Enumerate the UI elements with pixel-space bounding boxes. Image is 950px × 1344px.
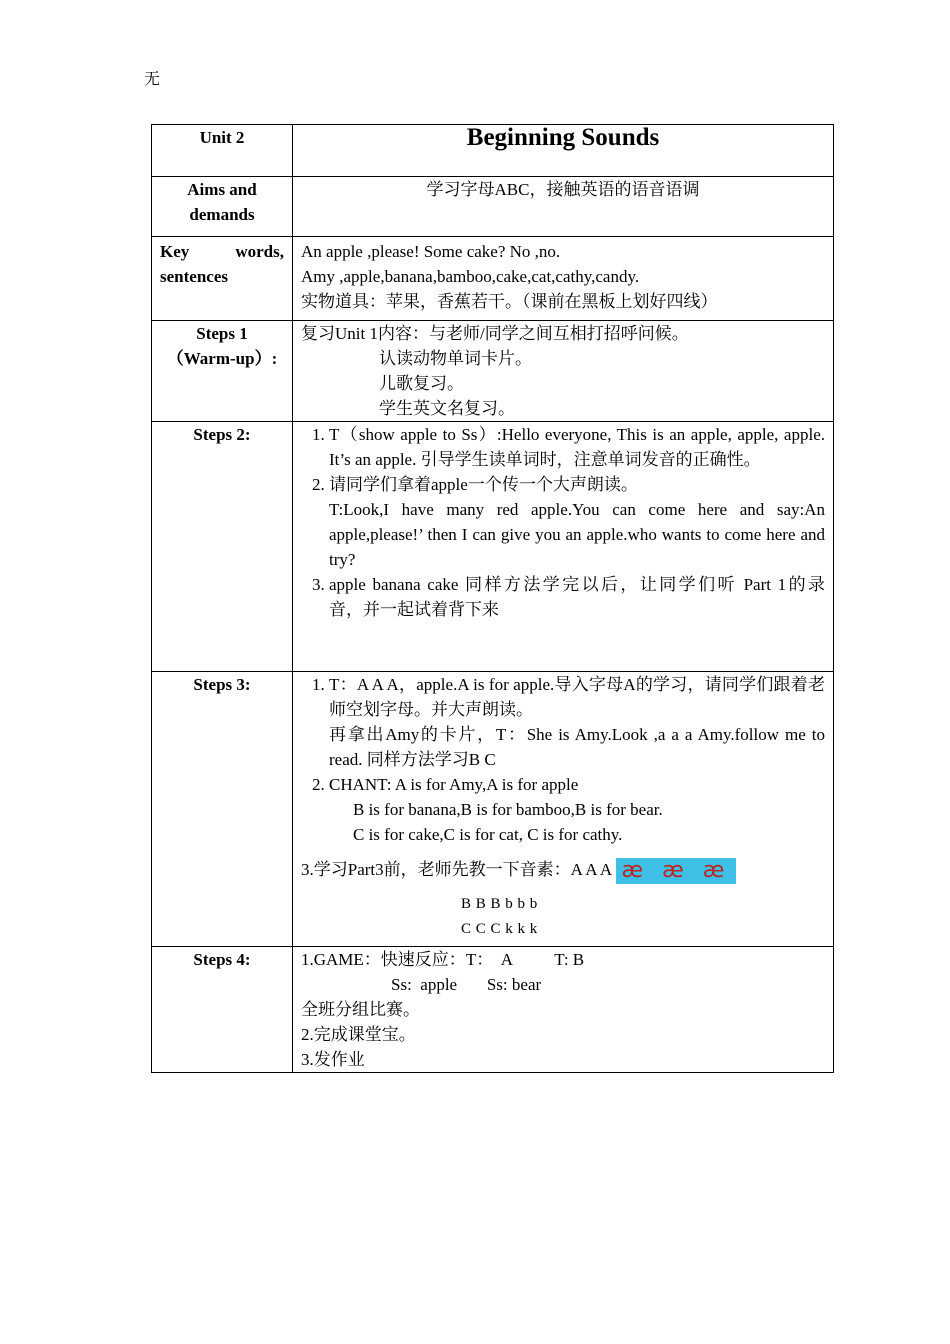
steps2-item-extra: T:Look,I have many red apple.You can come here and say:An apple,please!’ then I can give you an apple.who wants to come here and try? [329, 500, 825, 569]
lesson-plan-table [151, 124, 842, 1073]
row-key-words [152, 237, 834, 321]
row-steps4 [152, 947, 834, 1073]
steps2-item [329, 472, 825, 572]
steps2-item-text: 2. 请同学们拿着apple一个传一个大声朗读。 [329, 475, 638, 494]
key-line: Amy ,apple,banana,bamboo,cake,cat,cathy,candy. [301, 267, 640, 286]
part3-line [301, 857, 825, 884]
steps1-subtitle: （Warm-up）: [166, 349, 278, 368]
part3-text: 3.学习Part3前，老师先教一下音素：A A A [301, 860, 612, 879]
steps2-content [293, 422, 842, 672]
steps1-line: 复习Unit 1内容：与老师/同学之间互相打招呼问候。 [301, 324, 689, 343]
steps1-title: Steps 1 [196, 324, 248, 343]
steps3-list [301, 672, 825, 847]
key-words-content [293, 237, 834, 321]
sound-line: B B B b b b [461, 896, 538, 912]
steps3-item-text: 1. T：A A A，apple.A is for apple.导入字母A的学习，请同学们跟着老师空划字母。并大声朗读。 [329, 675, 825, 719]
row-steps2 [152, 422, 834, 672]
game-line: 1.GAME：快速反应：T： A T: B [301, 950, 585, 969]
key-line: An apple ,please! Some cake? No ,no. [301, 242, 561, 261]
steps3-label: Steps 3: [152, 672, 293, 947]
steps2-list [301, 422, 842, 622]
steps2-label: Steps 2: [152, 422, 293, 672]
steps4-line: 2.完成课堂宝。 [301, 1025, 416, 1044]
steps4-content [293, 947, 834, 1073]
aims-text: 学习字母ABC，接触英语的语音语调 [293, 177, 834, 237]
steps3-content [293, 672, 834, 947]
row-unit [152, 125, 834, 177]
row-steps1 [152, 321, 834, 422]
key-words-label: Key words, sentences [152, 237, 293, 321]
ss-line: Ss: apple Ss: bear [391, 975, 542, 994]
steps1-line: 儿歌复习。 [379, 374, 464, 393]
steps1-content [293, 321, 834, 422]
phoneme-image: æ æ æ [616, 858, 737, 884]
steps4-line: 3.发作业 [301, 1050, 365, 1069]
chant-line: B is for banana,B is for bamboo,B is for bear. [353, 800, 663, 819]
steps2-item: 1. T（show apple to Ss）:Hello everyone, This is an apple, apple, apple. It’s an apple. 引导学生读单词时，注意单词发音的正确性。 [329, 422, 825, 472]
sound-line: C C C k k k [461, 921, 538, 937]
steps1-line: 认读动物单词卡片。 [379, 349, 532, 368]
steps1-label [152, 321, 293, 422]
steps3-item [329, 672, 825, 772]
steps1-line: 学生英文名复习。 [379, 399, 515, 418]
row-steps3 [152, 672, 834, 947]
steps4-label: Steps 4: [152, 947, 293, 1073]
key-line: 实物道具：苹果，香蕉若干。（课前在黑板上划好四线） [301, 292, 718, 311]
steps3-chant-title: 2. CHANT: A is for Amy,A is for apple [329, 775, 579, 794]
steps3-item [329, 772, 825, 847]
steps3-item-extra: 再拿出Amy的卡片，T：She is Amy.Look ,a a a Amy.follow me to read. 同样方法学习B C [329, 725, 825, 769]
header-mark: 无 [144, 71, 161, 88]
unit-label: Unit 2 [152, 125, 293, 177]
steps2-item: 3. apple banana cake 同样方法学完以后，让同学们听 Part 1的录 音，并一起试着背下来 [329, 572, 825, 622]
chant-line: C is for cake,C is for cat, C is for cathy. [353, 825, 623, 844]
lesson-title: Beginning Sounds [293, 125, 834, 177]
aims-label: Aims and demands [152, 177, 293, 237]
steps4-line: 全班分组比赛。 [301, 1000, 420, 1019]
row-aims [152, 177, 834, 237]
